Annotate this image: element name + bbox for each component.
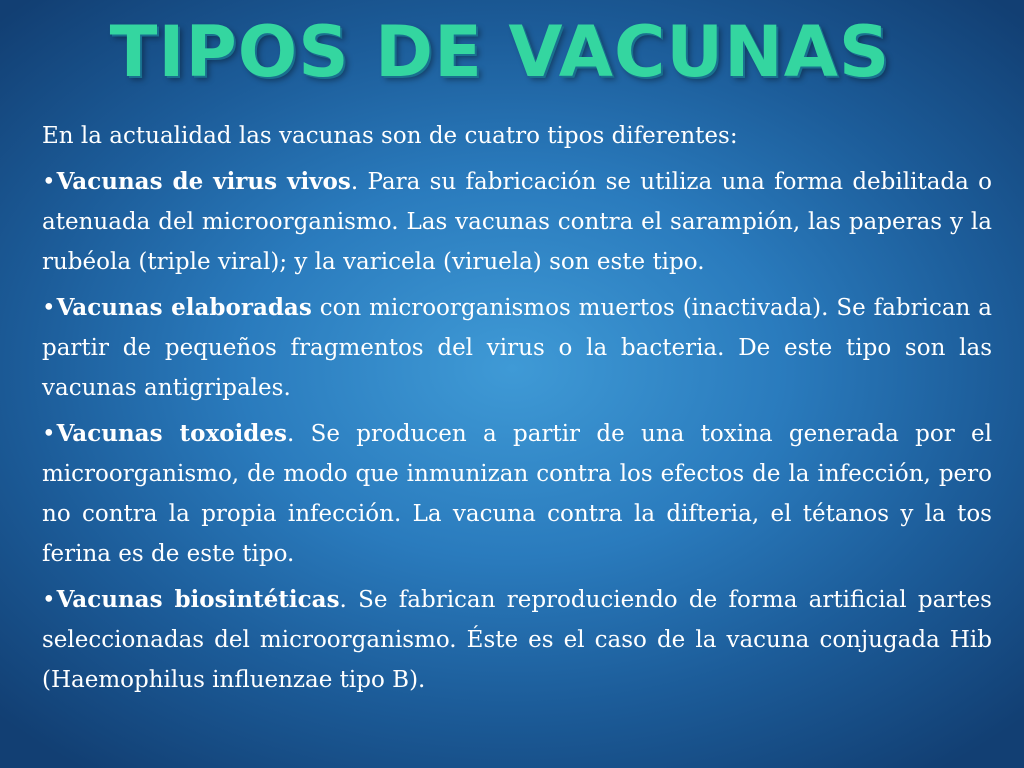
slide-body (42, 116, 992, 706)
bullet-live-virus-vaccines (42, 162, 992, 282)
bullet-dot: • (42, 421, 56, 447)
bullet-dot: • (42, 587, 56, 613)
bullet-dot: • (42, 169, 56, 195)
bullet-toxoid-vaccines (42, 414, 992, 574)
bullet-term: Vacunas elaboradas (56, 294, 312, 321)
bullet-description: con microorganismos muertos (inactivada). Se fabrican a partir de pequeños fragmentos del virus o la bacteria. De este tipo son las vacunas antigripales. (42, 295, 992, 401)
bullet-term: Vacunas de virus vivos (56, 168, 351, 195)
bullet-term: Vacunas biosintéticas (56, 586, 340, 613)
bullet-inactivated-vaccines (42, 288, 992, 408)
bullet-description: . Para su fabricación se utiliza una forma debilitada o atenuada del microorganismo. Las vacunas contra el sarampión, las paperas y la rubéola (triple viral); y la varicela (viruela) son este tipo. (42, 169, 992, 275)
bullet-description: . Se producen a partir de una toxina generada por el microorganismo, de modo que inmunizan contra los efectos de la infección, pero no contra la propia infección. La vacuna contra la difteria, el tétanos y la tos ferina es de este tipo. (42, 421, 992, 567)
bullet-term: Vacunas toxoides (56, 420, 287, 447)
bullet-biosynthetic-vaccines (42, 580, 992, 700)
bullet-description: . Se fabrican reproduciendo de forma artificial partes seleccionadas del microorganismo. Éste es el caso de la vacuna conjugada Hib (Haemophilus influenzae tipo B). (42, 587, 992, 693)
slide-title: TIPOS DE VACUNAS (109, 11, 891, 93)
bullet-dot: • (42, 295, 56, 321)
intro-text: En la actualidad las vacunas son de cuatro tipos diferentes: (42, 123, 738, 149)
